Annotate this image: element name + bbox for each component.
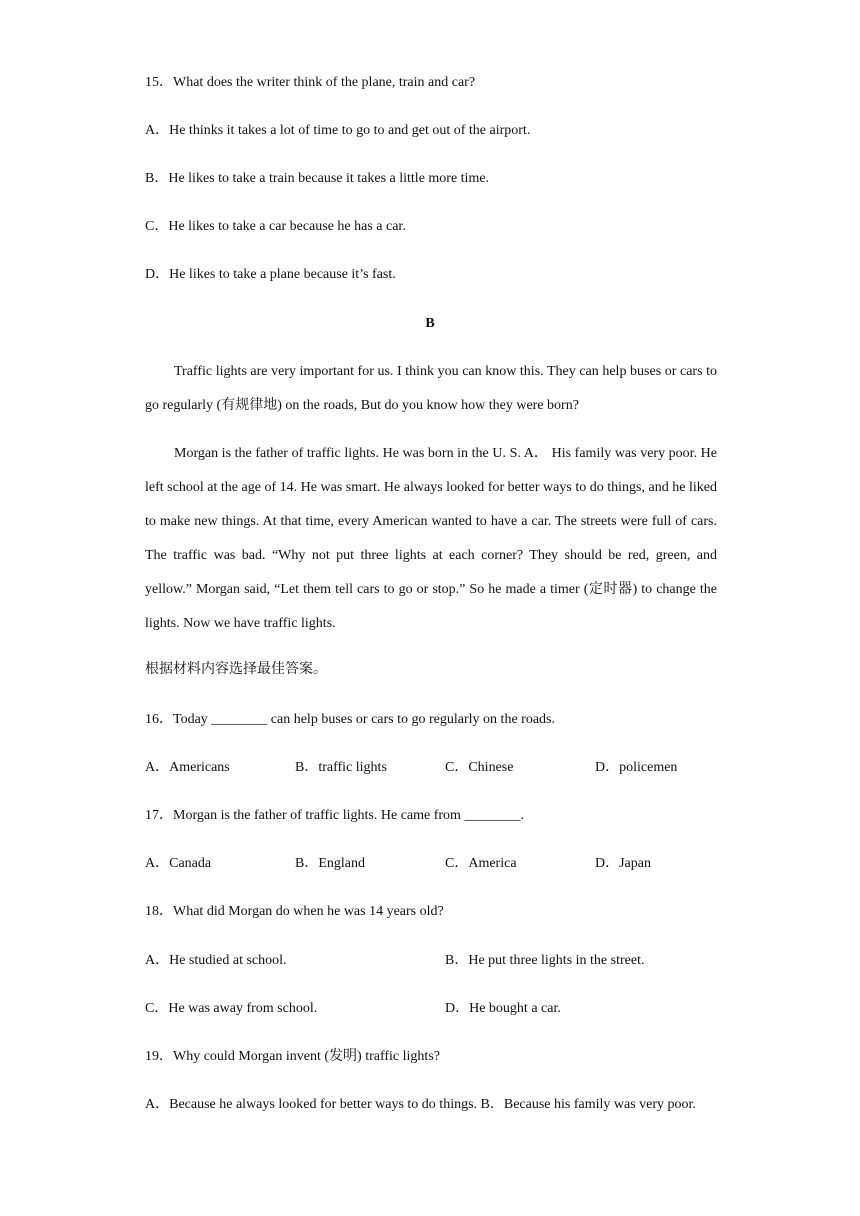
q18-option-a: A．He studied at school. xyxy=(145,953,287,968)
section-heading: B xyxy=(425,316,435,331)
q18-option-b: B．He put three lights in the street. xyxy=(445,953,645,968)
question-18: 18．What did Morgan do when he was 14 years old? xyxy=(145,904,444,919)
q18-option-c: C．He was away from school. xyxy=(145,1001,318,1016)
q15-option-b: B．He likes to take a train because it takes a little more time. xyxy=(145,171,490,186)
q18-option-d: D．He bought a car. xyxy=(445,1001,561,1016)
q16-option-d: D．policemen xyxy=(595,760,678,775)
q16-option-a: A．Americans xyxy=(145,760,230,775)
q15-option-d: D．He likes to take a plane because it’s fast. xyxy=(145,267,396,282)
q16-option-b: B．traffic lights xyxy=(295,760,387,775)
q15-option-c: C．He likes to take a car because he has a car. xyxy=(145,219,406,234)
question-15: 15．What does the writer think of the plane, train and car? xyxy=(145,75,476,90)
q16-option-c: C．Chinese xyxy=(445,760,514,775)
q17-option-c: C．America xyxy=(445,856,517,871)
question-17: 17．Morgan is the father of traffic lights. He came from ________. xyxy=(145,808,524,823)
question-16: 16．Today ________ can help buses or cars to go regularly on the roads. xyxy=(145,712,555,727)
q17-option-a: A．Canada xyxy=(145,856,212,871)
instruction-text: 根据材料内容选择最佳答案。 xyxy=(145,662,327,677)
q17-option-b: B．England xyxy=(295,856,365,871)
question-19: 19．Why could Morgan invent (发明) traffic lights? xyxy=(145,1049,440,1064)
passage-paragraph-2: Morgan is the father of traffic lights. He was born in the U. S. A． His family was very poor. He left school at the age of 14. He was smart. He always looked for better ways to do things, and he liked to make new things. At that time, every American wanted to have a car. The streets were full of cars. The traffic was bad. “Why not put three lights at each corner? They should be red, green, and yellow.” Morgan said, “Let them tell cars to go or stop.” So he made a timer (定时器) to change the lights. Now we have traffic lights. xyxy=(145,446,717,631)
q19-options: A．Because he always looked for better ways to do things. B．Because his family was very poor. xyxy=(145,1097,696,1112)
q17-option-d: D．Japan xyxy=(595,856,651,871)
q15-option-a: A．He thinks it takes a lot of time to go to and get out of the airport. xyxy=(145,123,531,138)
passage-paragraph-1: Traffic lights are very important for us. I think you can know this. They can help buses or cars to go regularly (有规律地) on the roads, But do you know how they were born? xyxy=(145,364,717,413)
